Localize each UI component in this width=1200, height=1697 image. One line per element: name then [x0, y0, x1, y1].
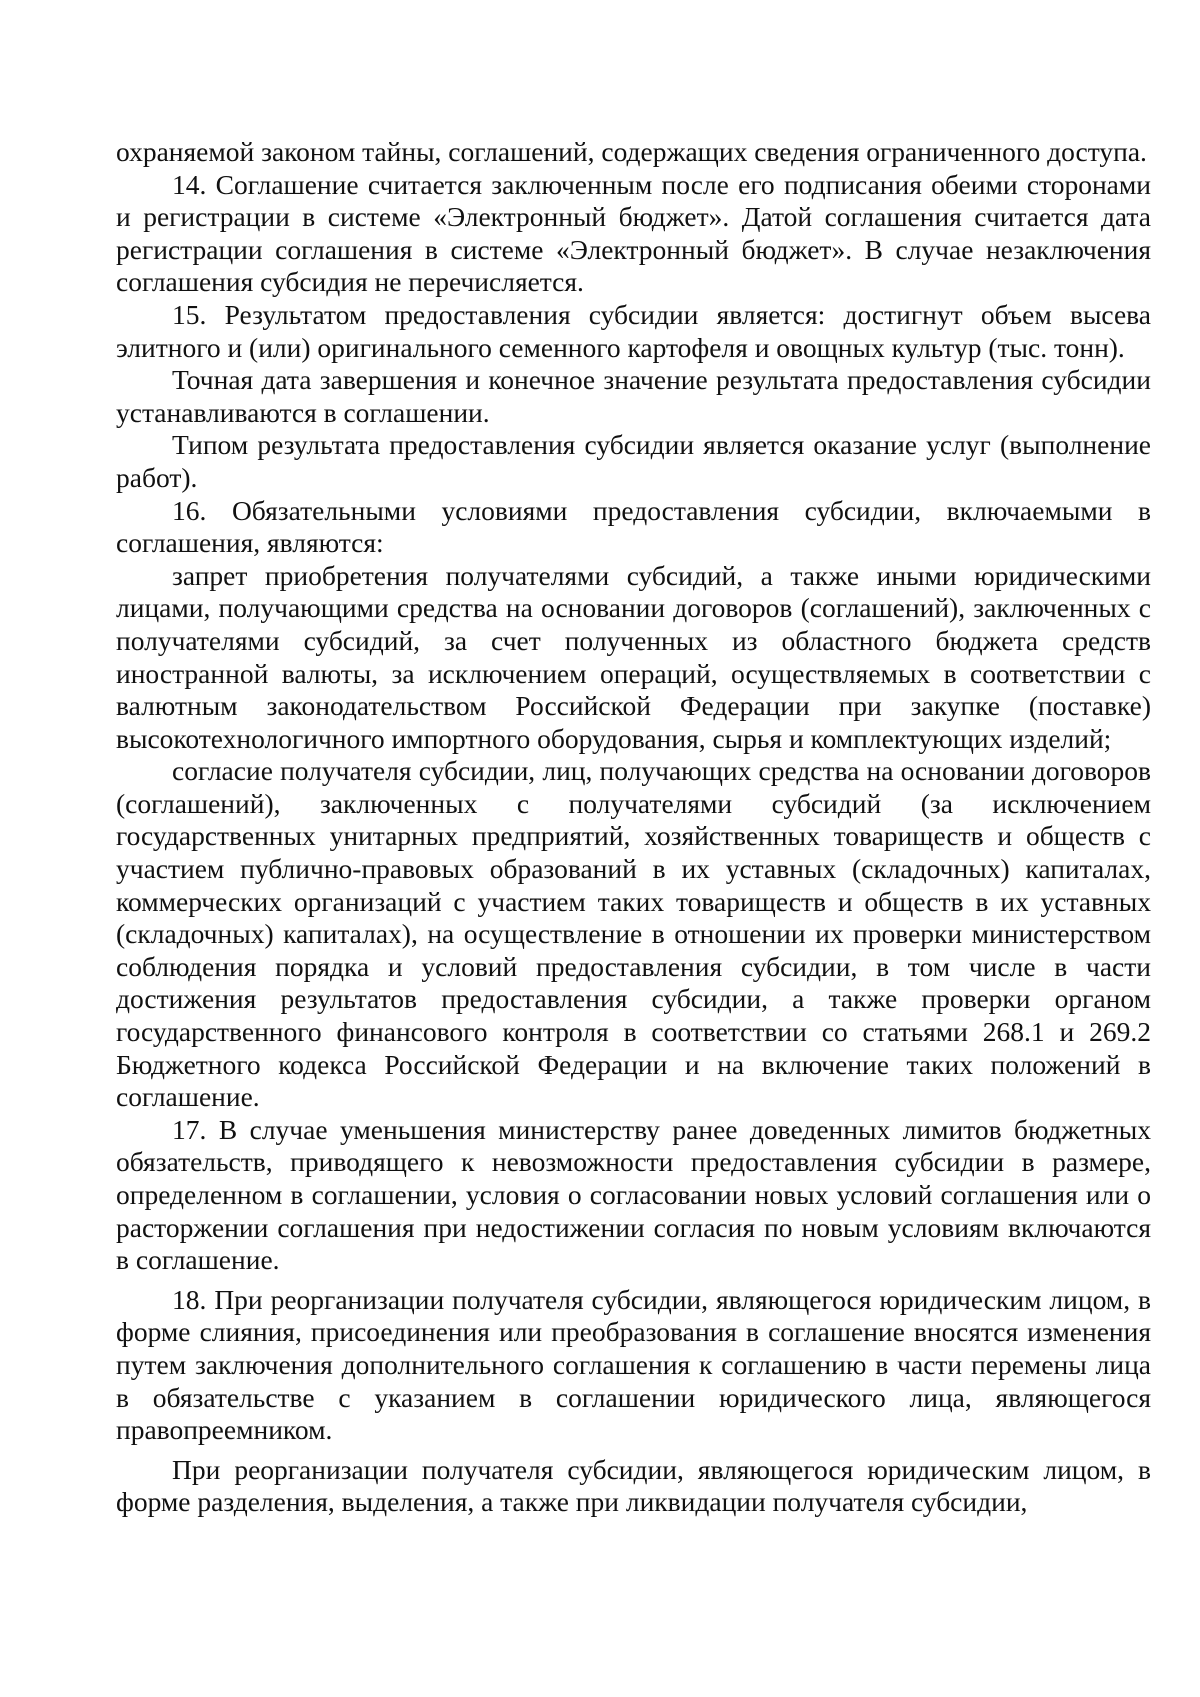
paragraph-audit-consent: согласие получателя субсидии, лиц, получающих средства на основании договоров (соглашений), заключенных с получателями субсидий (за исключением государственных унитарных предприятий, хозяйственных товариществ и обществ с участием публично-правовых образований в их уставных (складочных) капиталах, коммерческих организаций с участием таких товариществ и обществ в их уставных (складочных) капиталах), на осуществление в отношении их проверки министерством соблюдения порядка и условий предоставления субсидии, в том числе в части достижения результатов предоставления субсидии, а также проверки органом государственного финансового контроля в соответствии со статьями 268.1 и 269.2 Бюджетного кодекса Российской Федерации и на включение таких положений в соглашение.: [116, 755, 1151, 1113]
document-page: [116, 136, 1151, 1519]
paragraph-result-type: Типом результата предоставления субсидии является оказание услуг (выполнение работ).: [116, 429, 1151, 493]
paragraph-17: 17. В случае уменьшения министерству ранее доведенных лимитов бюджетных обязательств, приводящего к невозможности предоставления субсидии в размере, определенном в соглашении, условия о согласовании новых условий соглашения или о расторжении соглашения при недостижении согласия по новым условиям включаются в соглашение.: [116, 1113, 1151, 1276]
paragraph-currency-ban: запрет приобретения получателями субсидий, а также иными юридическими лицами, получающими средства на основании договоров (соглашений), заключенных с получателями субсидий, за счет полученных из областного бюджета средств иностранной валюты, за исключением операций, осуществляемых в соответствии с валютным законодательством Российской Федерации при закупке (поставке) высокотехнологичного импортного оборудования, сырья и комплектующих изделий;: [116, 559, 1151, 754]
paragraph-result-date: Точная дата завершения и конечное значение результата предоставления субсидии устанавливаются в соглашении.: [116, 364, 1151, 428]
paragraph-continuation: охраняемой законом тайны, соглашений, содержащих сведения ограниченного доступа.: [116, 136, 1147, 167]
paragraph-16: 16. Обязательными условиями предоставления субсидии, включаемыми в соглашения, являются:: [116, 494, 1151, 559]
paragraph-15: 15. Результатом предоставления субсидии является: достигнут объем высева элитного и (или) оригинального семенного картофеля и овощных культур (тыс. тонн).: [116, 298, 1151, 363]
paragraph-reorganization: При реорганизации получателя субсидии, являющегося юридическим лицом, в форме разделения, выделения, а также при ликвидации получателя субсидии,: [116, 1453, 1151, 1518]
paragraph-14: 14. Соглашение считается заключенным после его подписания обеими сторонами и регистрации в системе «Электронный бюджет». Датой соглашения считается дата регистрации соглашения в системе «Электронный бюджет». В случае незаключения соглашения субсидия не перечисляется.: [116, 168, 1151, 298]
paragraph-18: 18. При реорганизации получателя субсидии, являющегося юридическим лицом, в форме слияния, присоединения или преобразования в соглашение вносятся изменения путем заключения дополнительного соглашения к соглашению в части перемены лица в обязательстве с указанием в соглашении юридического лица, являющегося правопреемником.: [116, 1283, 1151, 1446]
